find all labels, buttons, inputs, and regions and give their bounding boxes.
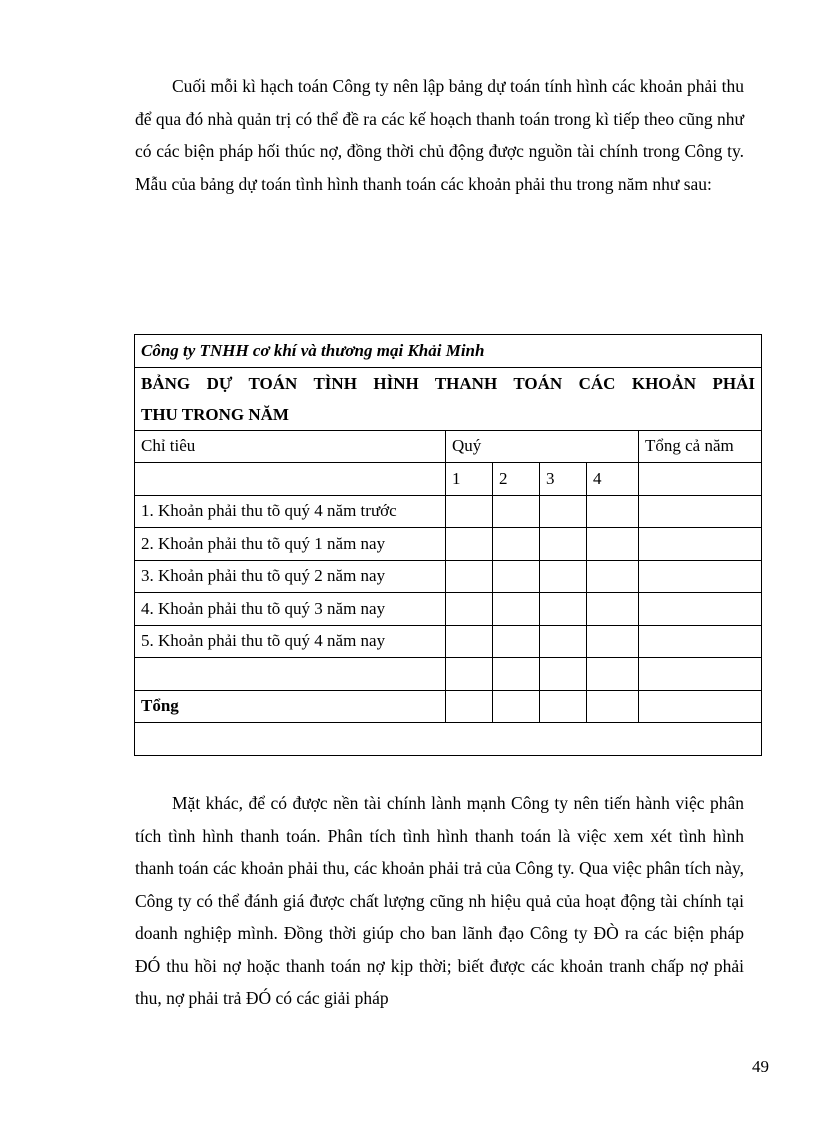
data-cell [587, 593, 639, 626]
data-cell [639, 658, 762, 691]
table-row [135, 528, 762, 561]
data-cell [493, 690, 540, 723]
receivables-forecast-table [134, 334, 762, 756]
data-cell [587, 560, 639, 593]
table-row [135, 593, 762, 626]
empty-cell [639, 463, 762, 496]
table-title-line1: BẢNG DỰ TOÁN TÌNH HÌNH THANH TOÁN CÁC KHOẢN PHẢI [141, 373, 756, 393]
data-cell [446, 690, 493, 723]
data-cell [540, 495, 587, 528]
table-row [135, 495, 762, 528]
data-cell [446, 495, 493, 528]
data-cell [540, 625, 587, 658]
data-cell [540, 690, 587, 723]
data-cell [540, 528, 587, 561]
row-label [135, 658, 446, 691]
row-label: 2. Khoản phải thu tõ quý 1 năm nay [135, 528, 446, 561]
table-row [135, 625, 762, 658]
analysis-paragraph-text: Mặt khác, để có được nền tài chính lành mạnh Công ty nên tiến hành việc phân tích tình hình thanh toán. Phân tích tình hình thanh toán là việc xem xét tình hình thanh toán các khoản phải thu, các khoản phải trả của Công ty. Qua việc phân tích này, Công ty có thể đánh giá được chất lượng cũng nh hiệu quả của hoạt động tài chính tại doanh nghiệp mình. Đồng thời giúp cho ban lãnh đạo Công ty ĐÒ ra các biện pháp ĐÓ thu hồi nợ hoặc thanh toán nợ kịp thời; biết được các khoản tranh chấp nợ phải thu, nợ phải trả ĐÓ có các giải pháp [135, 793, 744, 1008]
quarter-3-label: 3 [540, 463, 587, 496]
data-cell [540, 658, 587, 691]
company-name: Công ty TNHH cơ khí và thương mại Khải Minh [135, 335, 762, 368]
data-cell [639, 495, 762, 528]
quarter-1-label: 1 [446, 463, 493, 496]
data-cell [639, 528, 762, 561]
data-cell [446, 528, 493, 561]
empty-cell [135, 463, 446, 496]
intro-paragraph-text: Cuối mỗi kì hạch toán Công ty nên lập bảng dự toán tính hình các khoản phải thu để qua đó nhà quản trị có thể đề ra các kế hoạch thanh toán trong kì tiếp theo cũng như có các biện pháp hối thúc nợ, đồng thời chủ động được nguồn tài chính trong Công ty. Mẫu của bảng dự toán tình hình thanh toán các khoản phải thu trong năm như sau: [135, 76, 744, 194]
data-cell [446, 625, 493, 658]
table-row [135, 658, 762, 691]
data-cell [493, 658, 540, 691]
row-label: 4. Khoản phải thu tõ quý 3 năm nay [135, 593, 446, 626]
header-year-total: Tổng cả năm [639, 430, 762, 463]
header-indicator: Chỉ tiêu [135, 430, 446, 463]
row-label: 3. Khoản phải thu tõ quý 2 năm nay [135, 560, 446, 593]
data-cell [587, 658, 639, 691]
table-title-line2: THU TRONG NĂM [141, 404, 289, 424]
page-number: 49 [752, 1057, 769, 1076]
data-cell [587, 690, 639, 723]
analysis-paragraph [135, 787, 744, 1015]
data-cell [540, 593, 587, 626]
data-cell [639, 593, 762, 626]
data-cell [540, 560, 587, 593]
total-row [135, 690, 762, 723]
row-label: 1. Khoản phải thu tõ quý 4 năm trước [135, 495, 446, 528]
quarter-2-label: 2 [493, 463, 540, 496]
row-label: 5. Khoản phải thu tõ quý 4 năm nay [135, 625, 446, 658]
data-cell [493, 625, 540, 658]
data-cell [446, 560, 493, 593]
data-cell [493, 593, 540, 626]
empty-footer-row [135, 723, 762, 756]
data-cell [639, 625, 762, 658]
quarter-4-label: 4 [587, 463, 639, 496]
data-cell [493, 560, 540, 593]
data-cell [446, 593, 493, 626]
data-cell [639, 690, 762, 723]
data-cell [446, 658, 493, 691]
intro-paragraph [135, 70, 744, 200]
data-cell [587, 625, 639, 658]
data-cell [587, 495, 639, 528]
header-quarter: Quý [446, 430, 639, 463]
total-label: Tổng [135, 690, 446, 723]
table-title [135, 367, 762, 430]
data-cell [493, 528, 540, 561]
table-row [135, 560, 762, 593]
data-cell [493, 495, 540, 528]
data-cell [639, 560, 762, 593]
data-cell [587, 528, 639, 561]
